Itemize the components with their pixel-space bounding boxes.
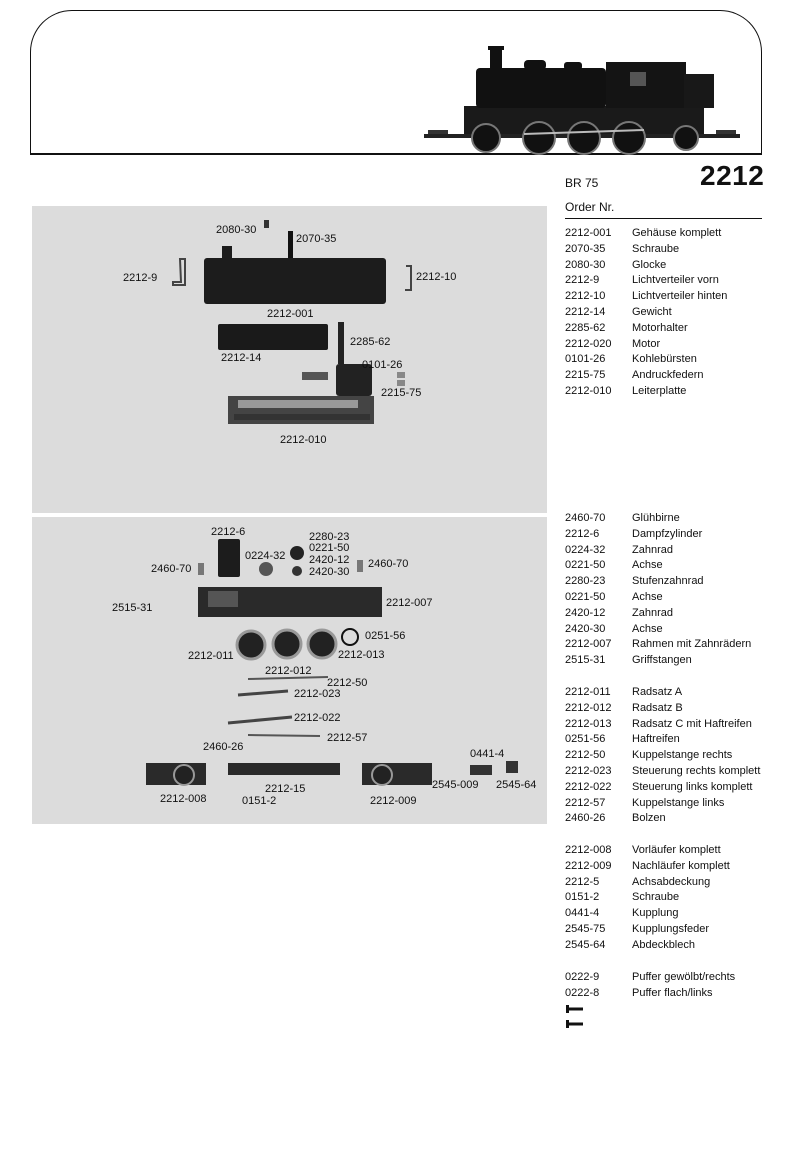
callout-2215-75: 2215-75 bbox=[381, 387, 422, 399]
callout-2212-022: 2212-022 bbox=[294, 712, 341, 724]
callout-2515-31: 2515-31 bbox=[112, 602, 153, 614]
part-number: 2420-12 bbox=[565, 606, 606, 619]
part-description: Achse bbox=[632, 559, 663, 572]
exploded-view-body-motor bbox=[32, 206, 547, 513]
part-number: 2545-64 bbox=[565, 938, 606, 951]
callout-2212-6: 2212-6 bbox=[211, 526, 246, 538]
part-description: Kupplungsfeder bbox=[632, 922, 710, 935]
part-description: Zahnrad bbox=[632, 543, 673, 556]
callout-2212-009: 2212-009 bbox=[370, 795, 417, 807]
part-number: 2212-14 bbox=[565, 305, 606, 318]
part-number: 2212-9 bbox=[565, 274, 600, 287]
part-description: Haftreifen bbox=[632, 733, 680, 746]
part-number: 2460-26 bbox=[565, 812, 606, 825]
part-description: Steuerung links komplett bbox=[632, 780, 753, 793]
part-description: Schraube bbox=[632, 242, 680, 255]
part-description: Dampfzylinder bbox=[632, 527, 703, 540]
part-number: 2545-75 bbox=[565, 922, 606, 935]
part-description: Radsatz B bbox=[632, 701, 683, 714]
part-description: Motor bbox=[632, 337, 661, 350]
part-number: 2420-30 bbox=[565, 622, 606, 635]
buffer-screw-icon bbox=[566, 1019, 584, 1029]
part-description: Motorhalter bbox=[632, 321, 688, 334]
callout-2212-010: 2212-010 bbox=[280, 434, 327, 446]
part-description: Kuppelstange links bbox=[632, 796, 725, 809]
callout-0151-2: 0151-2 bbox=[242, 795, 277, 807]
callout-2212-023: 2212-023 bbox=[294, 688, 341, 700]
part-number: 2212-012 bbox=[565, 701, 612, 714]
part-number: 2212-010 bbox=[565, 384, 612, 397]
part-number: 0151-2 bbox=[565, 891, 600, 904]
part-number: 2212-6 bbox=[565, 527, 600, 540]
callout-2212-50: 2212-50 bbox=[327, 677, 368, 689]
part-number: 2280-23 bbox=[565, 575, 606, 588]
callout-2420-30: 2420-30 bbox=[309, 566, 350, 578]
model-name: BR 75 bbox=[565, 176, 599, 190]
part-number: 0222-9 bbox=[565, 971, 600, 983]
part-description: Puffer gewölbt/rechts bbox=[632, 971, 736, 983]
callout-2070-35: 2070-35 bbox=[296, 233, 337, 245]
part-description: Radsatz C mit Haftreifen bbox=[632, 717, 752, 730]
part-number: 0224-32 bbox=[565, 543, 606, 556]
part-number: 0441-4 bbox=[565, 907, 600, 920]
callout-0224-32: 0224-32 bbox=[245, 550, 286, 562]
part-number: 0251-56 bbox=[565, 733, 606, 746]
part-number: 2212-011 bbox=[565, 686, 611, 698]
part-number: 2285-62 bbox=[565, 321, 606, 334]
part-description: Rahmen mit Zahnrädern bbox=[632, 638, 752, 651]
part-number: 2212-50 bbox=[565, 749, 606, 762]
part-description: Kuppelstange rechts bbox=[632, 749, 733, 762]
order-rule bbox=[565, 218, 762, 219]
callout-2420-12: 2420-12 bbox=[309, 554, 350, 566]
callout-2212-007: 2212-007 bbox=[386, 597, 433, 609]
part-number: 2212-020 bbox=[565, 337, 612, 350]
part-number: 2515-31 bbox=[565, 654, 606, 667]
callout-0441-4: 0441-4 bbox=[470, 748, 505, 760]
part-number: 2212-013 bbox=[565, 717, 612, 730]
part-number: 2212-10 bbox=[565, 290, 606, 303]
callout-2212-012: 2212-012 bbox=[265, 665, 312, 677]
callout-2212-15: 2212-15 bbox=[265, 783, 306, 795]
callout-0101-26: 0101-26 bbox=[362, 359, 403, 371]
part-description: Leiterplatte bbox=[632, 384, 687, 397]
callout-2212-008: 2212-008 bbox=[160, 793, 207, 805]
part-description: Achse bbox=[632, 590, 663, 603]
part-description: Achse bbox=[632, 622, 663, 635]
part-description: Kupplung bbox=[632, 907, 679, 920]
callout-2545-64: 2545-64 bbox=[496, 779, 537, 791]
callout-2212-14: 2212-14 bbox=[221, 352, 262, 364]
part-description: Abdeckblech bbox=[632, 938, 695, 951]
callout-2460-70-left: 2460-70 bbox=[151, 563, 192, 575]
callout-2212-011: 2212-011 bbox=[188, 650, 234, 662]
part-number: 2212-009 bbox=[565, 859, 612, 872]
callout-2212-57: 2212-57 bbox=[327, 732, 368, 744]
part-number: 2212-007 bbox=[565, 638, 612, 651]
part-description: Nachläufer komplett bbox=[632, 859, 730, 872]
callout-2460-26: 2460-26 bbox=[203, 741, 244, 753]
part-number: 2212-001 bbox=[565, 227, 612, 239]
callout-2212-9: 2212-9 bbox=[123, 272, 158, 284]
part-description: Puffer flach/links bbox=[632, 986, 713, 999]
part-number: 0222-8 bbox=[565, 986, 600, 999]
callout-0251-56: 0251-56 bbox=[365, 630, 406, 642]
part-number: 2212-022 bbox=[565, 780, 612, 793]
part-description: Vorläufer komplett bbox=[632, 844, 721, 856]
part-description: Glocke bbox=[632, 258, 667, 271]
part-number: 2460-70 bbox=[565, 512, 606, 524]
part-number: 2212-5 bbox=[565, 875, 600, 888]
callout-0221-50: 0221-50 bbox=[309, 542, 350, 554]
part-description: Zahnrad bbox=[632, 606, 673, 619]
callout-2460-70-right: 2460-70 bbox=[368, 558, 409, 570]
part-description: Lichtverteiler hinten bbox=[632, 290, 728, 303]
part-description: Griffstangen bbox=[632, 654, 692, 667]
part-description: Gehäuse komplett bbox=[632, 227, 722, 239]
part-number: 2212-008 bbox=[565, 844, 612, 856]
part-description: Gewicht bbox=[632, 305, 672, 318]
callout-2545-009: 2545-009 bbox=[432, 779, 479, 791]
callout-2212-001: 2212-001 bbox=[267, 308, 314, 320]
part-description: Lichtverteiler vorn bbox=[632, 274, 719, 287]
part-description: Kohlebürsten bbox=[632, 353, 697, 366]
locomotive-photo bbox=[424, 40, 740, 156]
part-number: 0221-50 bbox=[565, 559, 606, 572]
part-description: Radsatz A bbox=[632, 686, 683, 698]
part-description: Bolzen bbox=[632, 812, 666, 825]
order-heading: Order Nr. bbox=[565, 200, 615, 214]
part-number: 2212-023 bbox=[565, 764, 612, 777]
part-description: Achsabdeckung bbox=[632, 875, 711, 888]
part-number: 2080-30 bbox=[565, 258, 606, 271]
buffer-screw-icon bbox=[566, 1004, 584, 1014]
part-number: 2212-57 bbox=[565, 796, 606, 809]
callout-2212-013: 2212-013 bbox=[338, 649, 385, 661]
callout-2280-23: 2280-23 bbox=[309, 531, 350, 543]
part-description: Andruckfedern bbox=[632, 369, 704, 382]
part-number: 2215-75 bbox=[565, 369, 606, 382]
part-number: 0101-26 bbox=[565, 353, 606, 366]
callout-2080-30: 2080-30 bbox=[216, 224, 257, 236]
part-description: Schraube bbox=[632, 891, 680, 904]
callout-2212-10: 2212-10 bbox=[416, 271, 457, 283]
callout-2285-62: 2285-62 bbox=[350, 336, 391, 348]
part-description: Glühbirne bbox=[632, 512, 680, 524]
model-number: 2212 bbox=[700, 160, 765, 191]
part-number: 2070-35 bbox=[565, 242, 606, 255]
part-description: Steuerung rechts komplett bbox=[632, 764, 761, 777]
exploded-view-chassis bbox=[32, 517, 547, 824]
body-motor-parts-art bbox=[32, 206, 547, 513]
part-number: 0221-50 bbox=[565, 590, 606, 603]
part-description: Stufenzahnrad bbox=[632, 575, 704, 588]
